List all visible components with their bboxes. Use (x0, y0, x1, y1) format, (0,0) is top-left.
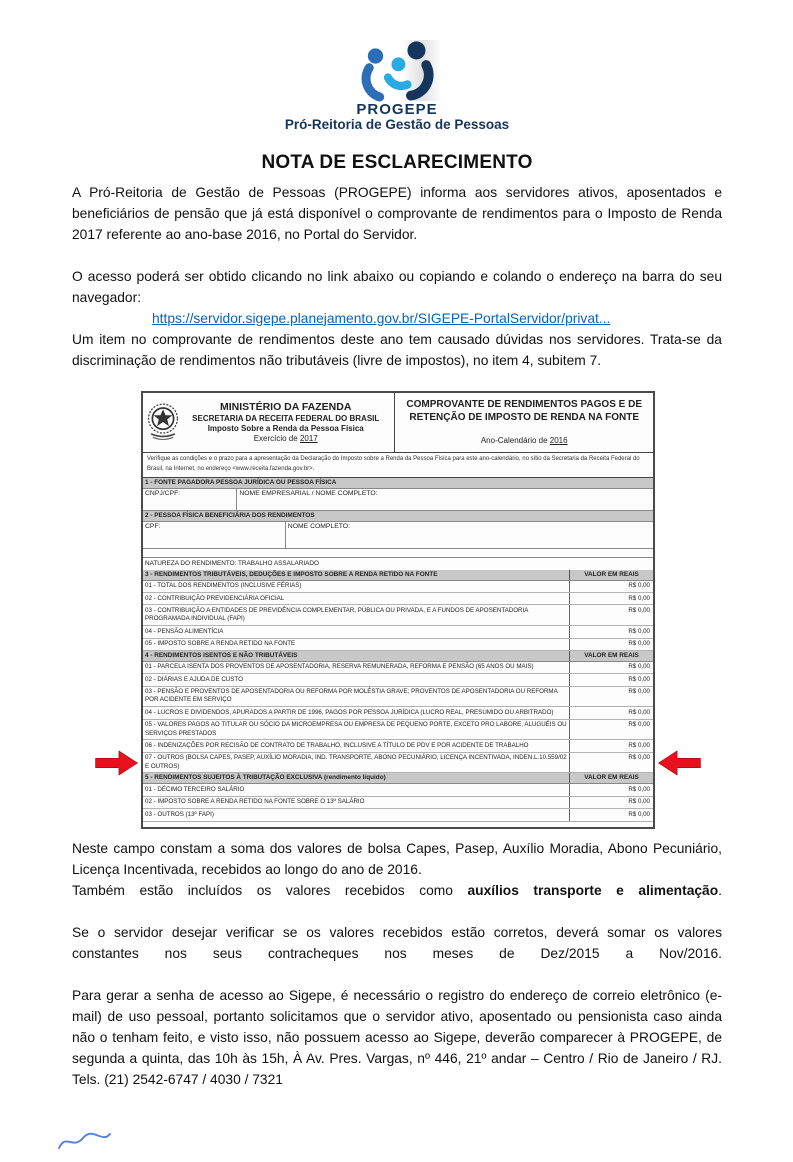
section-value-bar (143, 570, 653, 581)
table-row (143, 720, 653, 741)
secretariat-name: SECRETARIA DA RECEITA FEDERAL DO BRASIL (192, 413, 380, 423)
row-value: R$ 0,00 (569, 753, 653, 773)
row-value: R$ 0,00 (569, 707, 653, 718)
section-1-bar: 1 - FONTE PAGADORA PESSOA JURÍDICA OU PESSOA FÍSICA (143, 478, 653, 489)
field-cpf: CPF: (143, 522, 286, 548)
form-sections (143, 570, 653, 822)
row-value: R$ 0,00 (569, 639, 653, 650)
access-paragraph: O acesso poderá ser obtido clicando no link abaixo ou copiando e colando o endereço na barra do seu navegador: (72, 268, 722, 305)
coat-of-arms-icon (146, 401, 180, 443)
ministry-name: MINISTÉRIO DA FAZENDA (219, 400, 352, 413)
row-label: 02 - CONTRIBUIÇÃO PREVIDENCIÁRIA OFICIAL (145, 594, 285, 602)
intro-paragraph: A Pró-Reitoria de Gestão de Pessoas (PROGEPE) informa aos servidores ativos, aposentados e beneficiários de pensão que já está disponível o comprovante de rendimentos para o Imposto de Renda 2017 referente ao ano-base 2016, no Portal do Servidor. (72, 184, 722, 242)
form-bottom-pad (143, 822, 653, 827)
value-column-header: VALOR EM REAIS (569, 570, 653, 580)
row-label: 03 - CONTRIBUIÇÃO A ENTIDADES DE PREVIDÊNCIA COMPLEMENTAR, PÚBLICA OU PRIVADA, E A FUNDOS DE APOSENTADORIA PROGRAMADA INDIVIDUAL (FAPI) (145, 606, 529, 623)
form-gap (143, 549, 653, 557)
link-line (152, 308, 722, 329)
row-value: R$ 0,00 (569, 687, 653, 707)
table-row (143, 687, 653, 708)
tax-form (141, 391, 655, 829)
table-row (143, 740, 653, 752)
row-value: R$ 0,00 (569, 626, 653, 637)
form-header (143, 393, 653, 453)
section-2-bar: 2 - PESSOA FÍSICA BENEFICIÁRIA DOS RENDIMENTOS (143, 511, 653, 522)
table-row (143, 707, 653, 719)
row-label: 07 - OUTROS (BOLSA CAPES, PASEP, AUXÍLIO MORADIA, IND. TRANSPORTE, ABONO PECUNIÁRIO, LICENÇA INCENTIVADA, INDEN.L.10.559/02 E OUTROS) (145, 754, 567, 770)
row-label: 01 - TOTAL DOS RENDIMENTOS (INCLUSIVE FÉRIAS) (145, 582, 302, 590)
exercise-line: Exercício de 2017 (253, 433, 318, 443)
calendar-line: Ano-Calendário de 2016 (480, 435, 568, 445)
section-value-bar (143, 651, 653, 662)
sigepe-link[interactable]: https://servidor.sigepe.planejamento.gov.br/SIGEPE-PortalServidor/privat... (152, 310, 611, 326)
row-label: 01 - DÉCIMO TERCEIRO SALÁRIO (145, 785, 245, 793)
form-title: COMPROVANTE DE RENDIMENTOS PAGOS E DE RETENÇÃO DE IMPOSTO DE RENDA NA FONTE (406, 398, 642, 423)
row-value: R$ 0,00 (569, 593, 653, 604)
row-label: 02 - DIÁRIAS E AJUDA DE CUSTO (145, 675, 243, 683)
logo-acronym: PROGEPE (356, 101, 438, 118)
row-value: R$ 0,00 (569, 740, 653, 751)
row-value: R$ 0,00 (569, 674, 653, 685)
table-row (143, 605, 653, 626)
form-header-right (395, 393, 653, 452)
row-value: R$ 0,00 (569, 605, 653, 625)
note-title: NOTA DE ESCLARECIMENTO (261, 151, 533, 173)
logo-people-icon (322, 40, 472, 106)
section-title: 5 - RENDIMENTOS SUJEITOS À TRIBUTAÇÃO EXCLUSIVA (rendimento líquido) (145, 774, 386, 782)
tax-name: Imposto Sobre a Renda da Pessoa Física (207, 423, 364, 433)
verify-paragraph: Se o servidor desejar verificar se os valores recebidos estão corretos, deverá somar os valores constantes nos seus contracheques nos meses de Dez/2015 a Nov/2016. (72, 924, 722, 961)
row-value: R$ 0,00 (569, 809, 653, 820)
page (0, 40, 793, 1162)
ink-squiggle (57, 1129, 113, 1153)
table-row (143, 662, 653, 674)
section-1-fields (143, 489, 653, 511)
section-value-bar (143, 773, 653, 784)
section-title: 4 - RENDIMENTOS ISENTOS E NÃO TRIBUTÁVEIS (145, 651, 298, 659)
progepe-logo (72, 40, 722, 132)
row-value: R$ 0,00 (569, 581, 653, 592)
row-label: 01 - PARCELA ISENTA DOS PROVENTOS DE APOSENTADORIA, RESERVA REMUNERADA, REFORMA E PENSÃO (65 ANOS OU MAIS) (145, 663, 534, 671)
table-row (143, 784, 653, 796)
doubt-paragraph: Um item no comprovante de rendimentos deste ano tem causado dúvidas nos servidores. Trata-se da discriminação de rendimentos não tributáveis (livre de impostos), no item 4, subitem 7. (72, 331, 722, 368)
form-header-left-text (180, 401, 391, 444)
row-label: 05 - IMPOSTO SOBRE A RENDA RETIDO NA FONTE (145, 640, 296, 647)
table-row (143, 674, 653, 686)
natureza-row: NATUREZA DO RENDIMENTO: TRABALHO ASSALARIADO (143, 557, 653, 570)
row-label: 03 - OUTROS (13º FAPI) (145, 810, 214, 818)
red-arrow-left-icon (95, 749, 139, 777)
password-paragraph: Para gerar a senha de acesso ao Sigepe, é necessário o registro do endereço de correio eletrônico (e-mail) de uso pessoal, portanto solicitamos que o servidor ativo, aposentado ou pensionista caso ainda não o tenham feito, e visto isso, não possuem acesso ao Sigepe, deverão comparecer à PROGEPE, de segunda a quinta, das 10h às 15h, À Av. Pres. Vargas, nº 446, 21º andar – Centro / Rio de Janeiro / RJ. Tels. (21) 2542-6747 / 4030 / 7321 (72, 987, 722, 1087)
bold-aid-text: auxílios transporte e alimentação (467, 882, 719, 898)
value-column-header: VALOR EM REAIS (569, 773, 653, 783)
field-explanation-paragraph: Neste campo constam a soma dos valores de bolsa Capes, Pasep, Auxílio Moradia, Abono Pecuniário, Licença Incentivada, recebidos ao longo do ano de 2016. (72, 840, 722, 877)
field-nome-empresarial: NOME EMPRESARIAL / NOME COMPLETO: (239, 489, 378, 497)
table-row (143, 626, 653, 638)
row-label: 03 - PENSÃO E PROVENTOS DE APOSENTADORIA OU REFORMA POR MOLÉSTIA GRAVE; PROVENTOS DE APOSENTADORIA OU REFORMA POR ACIDENTE EM SERVIÇO (145, 688, 558, 704)
table-row (143, 581, 653, 593)
table-row (143, 797, 653, 809)
row-value: R$ 0,00 (569, 720, 653, 740)
table-row (143, 593, 653, 605)
row-value: R$ 0,00 (569, 662, 653, 673)
logo-subtitle: Pró-Reitoria de Gestão de Pessoas (284, 116, 510, 132)
row-label: 02 - IMPOSTO SOBRE A RENDA RETIDO NA FONTE SOBRE O 13º SALÁRIO (145, 798, 365, 806)
row-value: R$ 0,00 (569, 797, 653, 808)
field-cnpj-cpf: CNPJ/CPF: (143, 489, 237, 510)
row-value: R$ 0,00 (569, 784, 653, 795)
table-row (143, 753, 653, 774)
row-label: 04 - LUCROS E DIVIDENDOS, APURADOS A PARTIR DE 1996, PAGOS POR PESSOA JURÍDICA (LUCRO REAL, PRESUMIDO OU ARBITRADO) (145, 708, 554, 716)
included-values-paragraph: Também estão incluídos os valores recebidos como auxílios transporte e alimentação. (72, 882, 722, 898)
row-label: 04 - PENSÃO ALIMENTÍCIA (145, 627, 224, 635)
table-row (143, 639, 653, 651)
field-nome-completo: NOME COMPLETO: (287, 522, 350, 530)
row-label: 05 - VALORES PAGOS AO TITULAR OU SÓCIO DA MICROEMPRESA OU EMPRESA DE PEQUENO PORTE, EXCETO PRO LABORE, ALUGUÉIS OU SERVIÇOS PRESTADOS (145, 721, 567, 737)
form-header-left (143, 393, 395, 452)
red-arrow-right-icon (657, 749, 701, 777)
row-label: 06 - INDENIZAÇÕES POR RECISÃO DE CONTRATO DE TRABALHO, INCLUSIVE A TÍTULO DE PDV E POR ACIDENTE DE TRABALHO (145, 741, 529, 749)
value-column-header: VALOR EM REAIS (569, 651, 653, 661)
section-title: 3 - RENDIMENTOS TRIBUTÁVEIS, DEDUÇÕES E IMPOSTO SOBRE A RENDA RETIDO NA FONTE (145, 570, 438, 578)
section-2-fields (143, 522, 653, 549)
form-notice: Verifique as condições e o prazo para a apresentação da Declaração do Imposto sobre a Renda da Pessoa Física para este ano-calendário, no sítio da Secretaria da Receita Federal do Brasil, na Internet, no endereço <www.receita.fazenda.gov.br>. (143, 453, 653, 478)
table-row (143, 809, 653, 821)
